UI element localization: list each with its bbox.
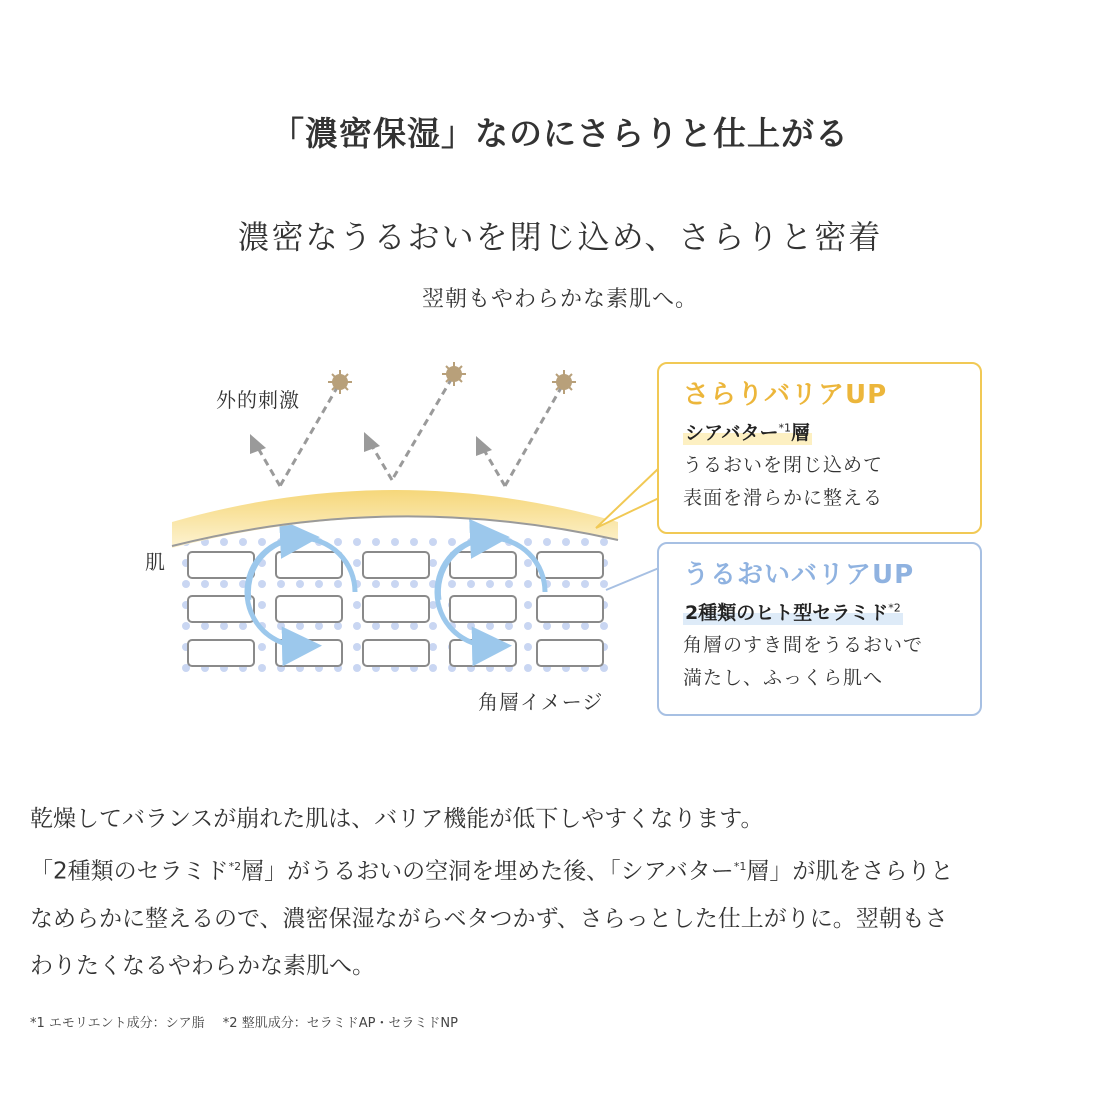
moisture-dot	[524, 601, 532, 609]
moisture-dot	[182, 580, 190, 588]
page-title: 「濃密保湿」なのにさらりと仕上がる	[271, 114, 849, 153]
moisture-dot	[581, 538, 589, 546]
moisture-dot	[429, 559, 437, 567]
moisture-dot	[201, 580, 209, 588]
moisture-dot	[277, 580, 285, 588]
horny-cell	[450, 596, 516, 622]
moisture-dot	[486, 580, 494, 588]
moisture-dot	[201, 622, 209, 630]
moisture-dot	[353, 601, 361, 609]
moisture-dot	[353, 643, 361, 651]
horny-cell	[276, 596, 342, 622]
moisture-dot	[543, 538, 551, 546]
horny-cell	[188, 596, 254, 622]
moisture-dot	[562, 622, 570, 630]
moisture-dot	[429, 643, 437, 651]
horny-cell	[276, 552, 342, 578]
moisture-dot	[543, 622, 551, 630]
horny-cell	[188, 552, 254, 578]
subheading: 濃密なうるおいを閉じ込め、さらりと密着	[237, 218, 883, 256]
description-paragraph: 乾燥してバランスが崩れた肌は、バリア機能が低下しやすくなります。 「2種類のセラミド$^{*2}$層」がうるおいの空洞を埋めた後、「シアバター$^{*1}$層」が肌をさらりと なめらかに整えるので、濃密保湿ながらベタつかず、さらっとした仕上がりに。翌朝もさ わりたくなるやわらかな素肌へ。	[30, 806, 954, 979]
moisture-dot	[410, 580, 418, 588]
moisture-dot	[334, 538, 342, 546]
moisture-dot	[334, 622, 342, 630]
moisture-dot	[372, 622, 380, 630]
skin-label: 肌	[145, 550, 166, 574]
moisture-dot	[524, 538, 532, 546]
moisture-dot	[562, 580, 570, 588]
moisture-dot	[524, 559, 532, 567]
moisture-dot	[353, 622, 361, 630]
shea-butter-callout	[657, 362, 982, 534]
stimulus-label: 外的刺激	[216, 388, 300, 412]
moisture-dot	[429, 538, 437, 546]
footnote-2: *2 整肌成分：セラミドAP・セラミドNP	[222, 1016, 458, 1031]
moisture-dot	[258, 664, 266, 672]
footnote-1: *1 エモリエント成分：シア脂	[30, 1016, 205, 1031]
moisture-dot	[391, 538, 399, 546]
horny-cell	[537, 640, 603, 666]
moisture-dot	[220, 580, 228, 588]
moisture-dot	[220, 538, 228, 546]
moisture-dot	[334, 580, 342, 588]
moisture-dot	[429, 622, 437, 630]
moisture-dot	[600, 622, 608, 630]
moisture-dot	[486, 622, 494, 630]
moisture-dot	[467, 580, 475, 588]
moisture-dot	[372, 580, 380, 588]
footnotes	[30, 1012, 472, 1031]
skin-barrier-diagram	[0, 350, 1120, 730]
moisture-dot	[258, 538, 266, 546]
moisture-dot	[391, 580, 399, 588]
moisture-dot	[562, 538, 570, 546]
moisture-dot	[600, 538, 608, 546]
moisture-dot	[239, 538, 247, 546]
moisture-dot	[448, 580, 456, 588]
callout-body: うるおいを閉じ込めて 表面を滑らかに整える	[683, 454, 884, 509]
horny-cell	[188, 640, 254, 666]
moisture-dot	[467, 622, 475, 630]
moisture-dot	[258, 580, 266, 588]
ceramide-callout	[657, 542, 982, 716]
moisture-dot	[239, 622, 247, 630]
horny-layer-label: 角層イメージ	[478, 690, 604, 714]
external-stimulus-arrows	[258, 378, 562, 486]
callout-title: うるおいバリアUP	[683, 560, 915, 590]
moisture-dot	[296, 580, 304, 588]
moisture-dot	[524, 664, 532, 672]
horny-cell	[363, 596, 429, 622]
moisture-dot	[410, 622, 418, 630]
moisture-dot	[410, 538, 418, 546]
moisture-dot	[581, 622, 589, 630]
stimulus-particle-icons	[328, 362, 576, 394]
moisture-dot	[353, 559, 361, 567]
moisture-dot	[277, 622, 285, 630]
moisture-dot	[353, 664, 361, 672]
moisture-dot	[505, 622, 513, 630]
moisture-dot	[391, 622, 399, 630]
stimulus-arrowheads	[250, 432, 492, 456]
horny-cell	[363, 640, 429, 666]
moisture-dot	[524, 622, 532, 630]
moisture-dot	[220, 622, 228, 630]
moisture-dot	[505, 580, 513, 588]
moisture-dot	[315, 622, 323, 630]
moisture-dot	[524, 643, 532, 651]
yellow-callout-pointer	[596, 468, 659, 528]
moisture-dot	[524, 580, 532, 588]
moisture-dot	[429, 664, 437, 672]
moisture-dot	[600, 580, 608, 588]
subline: 翌朝もやわらかな素肌へ。	[421, 287, 698, 312]
moisture-dot	[296, 622, 304, 630]
callout-body: 角層のすき間をうるおいで 満たし、ふっくら肌へ	[683, 634, 924, 689]
blue-callout-pointer	[606, 568, 659, 590]
moisture-dot	[258, 601, 266, 609]
horny-cell	[537, 552, 603, 578]
horny-cell	[537, 596, 603, 622]
horny-cell	[363, 552, 429, 578]
moisture-dot	[258, 643, 266, 651]
moisture-dot	[448, 538, 456, 546]
callout-title: さらりバリアUP	[683, 380, 888, 410]
horny-cell	[450, 552, 516, 578]
moisture-dot	[372, 538, 380, 546]
callout-subtitle: シアバター$^{*1}$層	[683, 418, 812, 445]
moisture-dot	[581, 580, 589, 588]
callout-subtitle: 2種類のヒト型セラミド$^{*2}$	[683, 598, 903, 625]
moisture-dot	[182, 622, 190, 630]
moisture-dot	[353, 538, 361, 546]
moisture-dot	[315, 580, 323, 588]
